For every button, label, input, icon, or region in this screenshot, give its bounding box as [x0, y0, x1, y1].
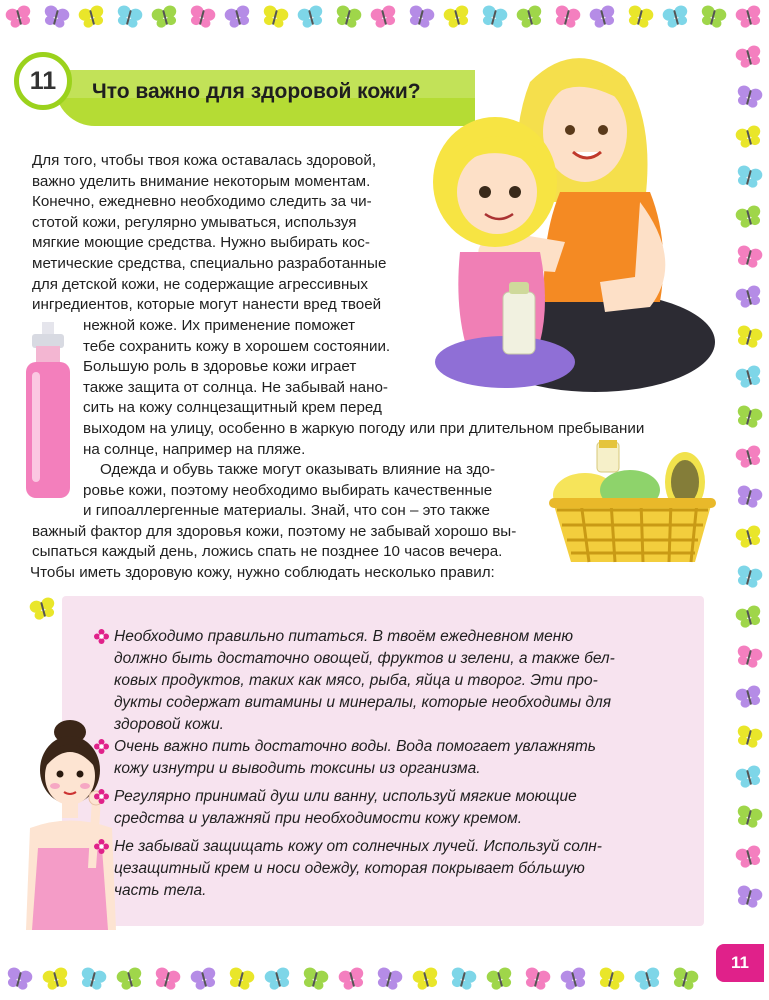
- butterfly-icon: [6, 968, 32, 990]
- butterfly-icon: [672, 968, 698, 990]
- chapter-title: Что важно для здоровой кожи?: [92, 80, 421, 103]
- butterfly-icon: [736, 686, 762, 708]
- butterfly-icon: [191, 968, 217, 990]
- text-line: важно уделить внимание некоторым моментам.: [32, 172, 371, 190]
- butterfly-icon: [736, 206, 762, 228]
- rule-item-nutrition: [114, 626, 615, 736]
- page-number: 11: [716, 944, 764, 982]
- butterfly-icon: [736, 46, 762, 68]
- butterfly-icon: [561, 968, 587, 990]
- rule-line: средства и увлажняй при необходимости кожу кремом.: [114, 810, 523, 827]
- text-line: ровье кожи, поэтому необходимо выбирать качественные: [83, 481, 493, 499]
- text-line: нежной коже. Их применение поможет: [83, 317, 356, 334]
- rule-line: кожу изнутри и выводить токсины из организма.: [114, 760, 481, 777]
- butterfly-icon: [736, 606, 762, 628]
- butterfly-icon: [335, 6, 361, 28]
- butterfly-icon: [117, 968, 143, 990]
- text-line: для детской кожи, не содержащие агрессивных: [32, 275, 368, 293]
- butterfly-icon: [736, 806, 762, 828]
- rule-line: Регулярно принимай душ или ванну, используй мягкие моющие: [114, 788, 577, 805]
- rule-item-water: [114, 736, 596, 780]
- butterfly-icon: [736, 566, 762, 588]
- text-line: Одежда и обувь также могут оказывать влияние на здо-: [100, 461, 496, 478]
- flower-bullet-icon: [94, 789, 109, 804]
- intro-paragraph: [32, 151, 386, 316]
- butterfly-icon: [6, 6, 32, 28]
- butterfly-icon: [444, 6, 470, 28]
- butterfly-icon: [627, 6, 653, 28]
- butterfly-icon: [736, 366, 762, 388]
- butterfly-icon: [154, 968, 180, 990]
- butterfly-icon: [736, 446, 762, 468]
- butterfly-icon: [152, 6, 178, 28]
- butterfly-icon: [736, 86, 762, 108]
- text-line: важный фактор для здоровья кожи, поэтому не забывай хорошо вы-: [32, 522, 517, 540]
- butterfly-icon: [736, 286, 762, 308]
- butterfly-icon: [265, 968, 291, 990]
- text-line: и гипоаллергенные материалы. Знай, что сон – это также: [83, 502, 490, 520]
- text-line: мягкие моющие средства. Нужно выбирать кос-: [32, 234, 370, 252]
- butterfly-icon: [228, 968, 254, 990]
- butterfly-icon: [736, 766, 762, 788]
- butterfly-icon: [590, 6, 616, 28]
- butterfly-icon: [481, 6, 507, 28]
- butterfly-icon: [736, 326, 762, 348]
- butterfly-icon: [554, 6, 580, 28]
- butterfly-icon: [736, 846, 762, 868]
- butterfly-icon: [736, 166, 762, 188]
- butterfly-icon: [413, 968, 439, 990]
- butterfly-icon: [339, 968, 365, 990]
- butterfly-icon: [225, 6, 251, 28]
- chapter-number: 11: [14, 52, 72, 110]
- butterfly-icon: [736, 246, 762, 268]
- flower-bullet-icon: [94, 739, 109, 754]
- butterfly-icon: [79, 6, 105, 28]
- butterfly-icon: [80, 968, 106, 990]
- text-line: на солнце, например на пляже.: [83, 440, 306, 458]
- butterfly-icon: [408, 6, 434, 28]
- text-line: Конечно, ежедневно необходимо следить за чи-: [32, 193, 372, 211]
- butterfly-icon: [736, 486, 762, 508]
- butterfly-icon: [598, 968, 624, 990]
- butterfly-icon: [30, 598, 56, 620]
- butterfly-icon: [450, 968, 476, 990]
- rule-line: ковых продуктов, таких как мясо, рыба, яйца и творог. Эти про-: [114, 672, 598, 689]
- rule-line: Очень важно пить достаточно воды. Вода помогает увлажнять: [114, 738, 596, 755]
- flower-bullet-icon: [94, 629, 109, 644]
- text-line: стотой кожи, регулярно умываться, используя: [32, 213, 357, 231]
- text-line: ингредиентов, которые могут нанести вред твоей: [32, 296, 382, 314]
- rule-line: цезащитный крем и носи одежду, которая покрывает бо́льшую: [114, 860, 585, 877]
- rule-line: должно быть достаточно овощей, фруктов и зелени, а также бел-: [114, 650, 615, 667]
- butterfly-icon: [116, 6, 142, 28]
- text-line: сить на кожу солнцезащитный крем перед: [83, 399, 382, 417]
- butterfly-icon: [262, 6, 288, 28]
- text-line: Большую роль в здоровье кожи играет: [83, 358, 357, 376]
- rule-item-shower: [114, 786, 577, 830]
- text-line: Чтобы иметь здоровую кожу, нужно соблюдать несколько правил:: [30, 563, 495, 581]
- butterfly-icon: [736, 886, 762, 908]
- text-line: сыпаться каждый день, ложись спать не позднее 10 часов вечера.: [32, 543, 503, 561]
- flower-bullet-icon: [94, 839, 109, 854]
- butterfly-icon: [376, 968, 402, 990]
- butterfly-icon: [736, 526, 762, 548]
- butterfly-icon: [298, 6, 324, 28]
- rule-line: дукты содержат витамины и минералы, которые необходимы для: [114, 694, 612, 711]
- rule-item-sun: [114, 836, 602, 902]
- butterfly-icon: [487, 968, 513, 990]
- text-line: метические средства, специально разработанные: [32, 254, 387, 272]
- rule-line: часть тела.: [114, 882, 207, 899]
- butterfly-icon: [371, 6, 397, 28]
- butterfly-icon: [736, 6, 762, 28]
- butterfly-icon: [663, 6, 689, 28]
- text-line: также защита от солнца. Не забывай нано-: [83, 378, 388, 396]
- butterfly-icon: [517, 6, 543, 28]
- rule-line: здоровой кожи.: [114, 716, 224, 733]
- butterfly-icon: [700, 6, 726, 28]
- butterfly-icon: [736, 406, 762, 428]
- sun-protection-paragraph: [83, 316, 644, 460]
- rule-line: Не забывай защищать кожу от солнечных лучей. Используй солн-: [114, 838, 602, 855]
- butterfly-icon: [736, 126, 762, 148]
- text-line: тебе сохранить кожу в хорошем состоянии.: [83, 337, 391, 355]
- butterfly-icon: [302, 968, 328, 990]
- butterfly-icon: [189, 6, 215, 28]
- butterfly-icon: [736, 726, 762, 748]
- butterfly-icon: [43, 6, 69, 28]
- butterfly-icon: [635, 968, 661, 990]
- text-line: выходом на улицу, особенно в жаркую погоду или при длительном пребывании: [83, 419, 645, 437]
- butterfly-icon: [524, 968, 550, 990]
- clothes-sleep-paragraph: [30, 460, 516, 584]
- basket-illustration: [545, 440, 720, 575]
- butterfly-icon: [736, 646, 762, 668]
- butterfly-icon: [43, 968, 69, 990]
- text-line: Для того, чтобы твоя кожа оставалась здоровой,: [32, 152, 377, 169]
- rule-line: Необходимо правильно питаться. В твоём ежедневном меню: [114, 628, 573, 645]
